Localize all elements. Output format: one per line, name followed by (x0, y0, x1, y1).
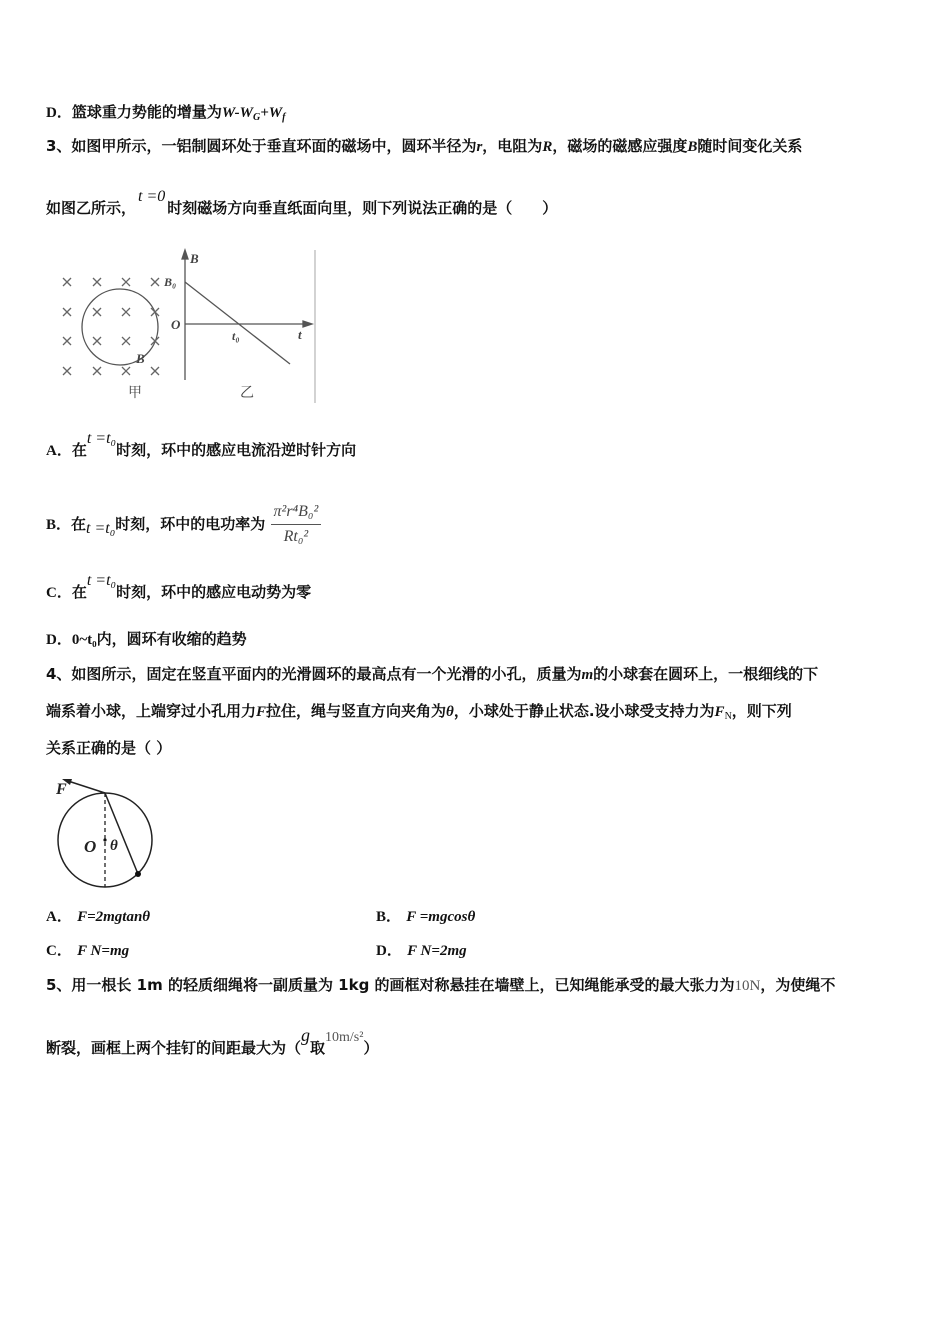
q4-option-c[interactable] (46, 940, 129, 961)
q3-option-b[interactable] (46, 502, 321, 547)
q4-stem-line3 (46, 738, 171, 758)
option-text: F =mgcosθ (406, 909, 476, 925)
var-R: R (542, 139, 553, 155)
text: 关系正确的是（ ） (46, 739, 172, 757)
text: ，磁场的磁感应强度 (552, 137, 688, 155)
tick-t0: t₀ (232, 329, 240, 343)
q2-option-d (46, 102, 285, 128)
power-fraction (271, 502, 322, 547)
text: 端系着小球，上端穿过小孔用力 (46, 702, 257, 720)
axis-label-b: B (190, 251, 199, 266)
text: 取 (310, 1039, 326, 1057)
option-text: 篮球重力势能的增量为 (71, 103, 222, 121)
option-label: D． (376, 943, 402, 959)
formula-part: +W (260, 105, 283, 121)
fraction-denominator: Rt₀² (283, 528, 309, 545)
ring-label-b: B (136, 351, 145, 366)
arrow-icon (303, 321, 312, 327)
var-FN: F (714, 704, 725, 720)
axis-label-t: t (298, 327, 302, 342)
formula: t =t₀ (86, 430, 117, 447)
g-value: 10m/s² (325, 1030, 364, 1045)
q3-figure (50, 245, 330, 405)
center-dot (103, 838, 106, 841)
var-B: B (687, 139, 698, 155)
q3-stem-line1 (46, 136, 802, 157)
label-theta: θ (110, 838, 118, 854)
caption-jia: 甲 (128, 386, 142, 401)
figure-yi (182, 250, 315, 403)
q3-option-a[interactable] (46, 430, 357, 461)
text: ，为使绳不 (760, 976, 836, 994)
text: ） (363, 1039, 379, 1057)
formula: 0~t₀ (71, 632, 97, 648)
q3-stem-line2 (46, 188, 558, 219)
subscript: f (282, 112, 286, 123)
text: 如图乙所示， (46, 199, 137, 217)
q4-option-a[interactable] (46, 906, 150, 927)
option-label: C． (46, 585, 72, 601)
subscript: G (252, 112, 261, 123)
formula-part: W-W (221, 105, 253, 121)
formula: t =t₀ (86, 572, 117, 589)
option-label: D． (46, 105, 72, 121)
text: 拉住，绳与竖直方向夹角为 (266, 702, 447, 720)
q5-stem-line2 (46, 1025, 379, 1060)
string (105, 793, 138, 874)
var-theta: θ (446, 704, 454, 720)
text: 4、如图所示，固定在竖直平面内的光滑圆环的最高点有一个光滑的小孔，质量为 (46, 665, 582, 683)
option-label: A． (46, 443, 72, 459)
text: ，则下列 (731, 702, 792, 720)
formula-t0: t =0 (138, 188, 166, 205)
origin-label: O (171, 317, 181, 332)
option-label: B． (46, 517, 72, 533)
subscript: N (724, 711, 732, 722)
aluminum-ring (82, 289, 158, 365)
option-label: D． (46, 632, 72, 648)
formula (222, 105, 286, 121)
small-ball (135, 871, 141, 877)
option-text: F=2mgtanθ (77, 909, 151, 925)
q3-option-c[interactable] (46, 572, 312, 603)
q5-stem-line1 (46, 975, 835, 996)
label-o: O (84, 837, 97, 856)
option-text: F N=2mg (407, 943, 467, 959)
var-g: g (301, 1025, 311, 1045)
var-r: r (476, 139, 483, 155)
text: 3、如图甲所示，一铝制圆环处于垂直环面的磁场中，圆环半径为 (46, 137, 477, 155)
b-t-line (185, 282, 290, 364)
text: 时刻磁场方向垂直纸面向里，则下列说法正确的是（ ） (167, 199, 558, 217)
text: 5、用一根长 1m 的轻质细绳将一副质量为 1kg 的画框对称悬挂在墙壁上，已知绳能承受的最大张力为 (46, 976, 735, 994)
q4-stem-line1 (46, 664, 818, 685)
option-label: A． (46, 909, 72, 925)
figure-jia (82, 289, 158, 365)
text: ，电阻为 (482, 137, 543, 155)
option-label: C． (46, 943, 72, 959)
text: 在 (71, 515, 87, 533)
option-label: B． (376, 909, 402, 925)
q4-figure (50, 775, 170, 895)
option-text: 时刻，环中的感应电流沿逆时针方向 (116, 441, 357, 459)
q4-option-d[interactable] (376, 940, 467, 961)
option-text: 内，圆环有收缩的趋势 (96, 630, 247, 648)
text: 在 (71, 583, 87, 601)
fraction-numerator: π²r⁴B₀² (271, 502, 322, 525)
caption-yi: 乙 (240, 386, 254, 401)
text: 在 (71, 441, 87, 459)
option-text: 时刻，环中的电功率为 (115, 515, 266, 533)
text: 的小球套在圆环上，一根细线的下 (593, 665, 819, 683)
tick-b0: B₀ (164, 275, 177, 289)
q4-stem-line2 (46, 701, 792, 727)
arrow-icon (182, 250, 188, 259)
label-f: F (56, 781, 67, 798)
formula: t =t₀ (86, 520, 116, 537)
tension-value: 10N (734, 978, 761, 994)
var-m: m (581, 667, 594, 683)
option-text: F N=mg (77, 943, 130, 959)
q3-option-d[interactable] (46, 629, 247, 650)
var-F: F (256, 704, 267, 720)
text: 断裂，画框上两个挂钉的间距最大为（ (46, 1039, 302, 1057)
text: 随时间变化关系 (697, 137, 803, 155)
q4-option-b[interactable] (376, 906, 475, 927)
text: ，小球处于静止状态.设小球受支持力为 (453, 702, 715, 720)
option-text: 时刻，环中的感应电动势为零 (116, 583, 312, 601)
